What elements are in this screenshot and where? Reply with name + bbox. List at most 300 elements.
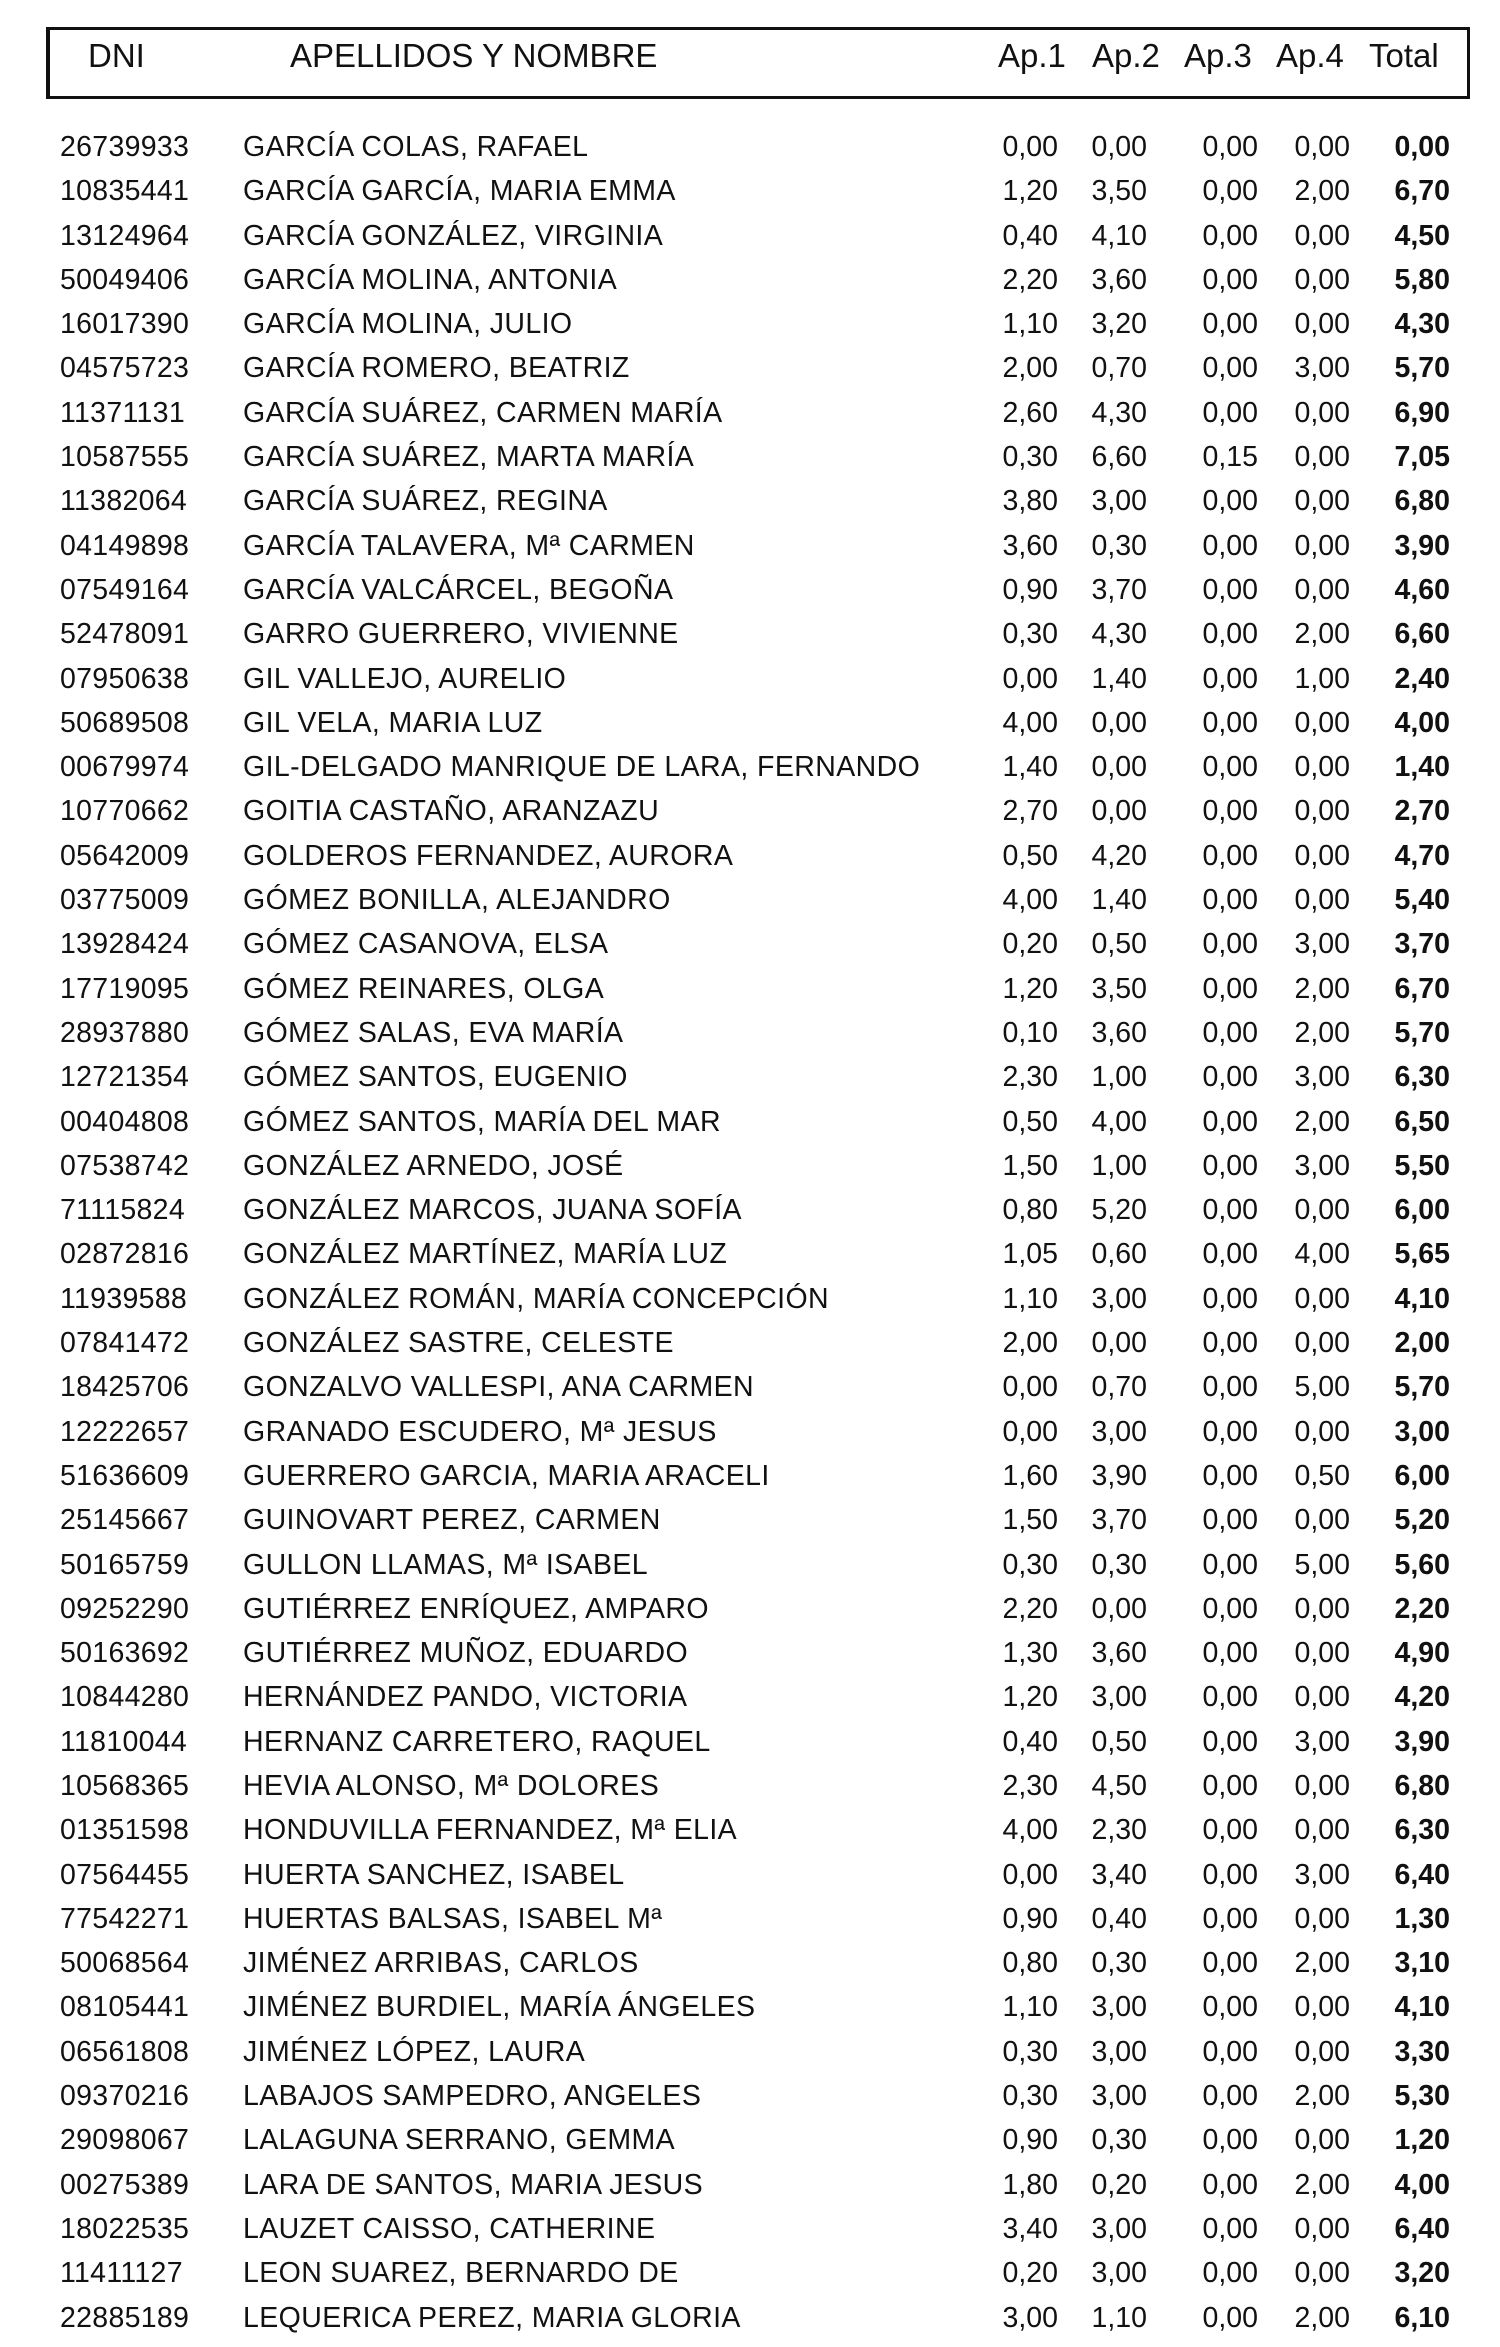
ap3-score: 0,00 (1202, 972, 1258, 1005)
ap1-score: 0,80 (1002, 1947, 1058, 1980)
table-row (0, 524, 1500, 568)
ap2-score: 4,00 (1091, 1105, 1147, 1138)
dni-cell: 09252290 (60, 1592, 190, 1625)
dni-cell: 51636609 (60, 1459, 190, 1492)
ap4-score: 0,00 (1294, 263, 1350, 296)
table-row (0, 2296, 1500, 2340)
table-row (0, 214, 1500, 258)
table-row (0, 1985, 1500, 2029)
dni-cell: 10835441 (60, 175, 190, 208)
name-cell: GIL VALLEJO, AURELIO (243, 662, 567, 695)
total-score: 4,50 (1394, 219, 1450, 252)
ap1-score: 3,60 (1002, 529, 1058, 562)
ap3-score: 0,00 (1202, 1548, 1258, 1581)
ap4-score: 3,00 (1294, 1858, 1350, 1891)
total-score: 6,60 (1394, 618, 1450, 651)
dni-cell: 11939588 (60, 1282, 188, 1315)
name-cell: GUINOVART PEREZ, CARMEN (243, 1504, 661, 1537)
ap1-score: 0,00 (1002, 1371, 1058, 1404)
ap3-score: 0,15 (1202, 441, 1258, 474)
ap4-score: 0,00 (1294, 1282, 1350, 1315)
dni-cell: 07841472 (60, 1327, 190, 1360)
ap4-score: 0,00 (1294, 1769, 1350, 1802)
ap4-score: 0,00 (1294, 2035, 1350, 2068)
ap3-score: 0,00 (1202, 1459, 1258, 1492)
table-row (0, 258, 1500, 302)
ap3-score: 0,00 (1202, 1858, 1258, 1891)
ap4-score: 3,00 (1294, 1061, 1350, 1094)
ap2-score: 3,00 (1091, 2080, 1147, 2113)
ap4-score: 0,00 (1294, 219, 1350, 252)
column-header-ap4: Ap.4 (1276, 37, 1344, 74)
ap3-score: 0,00 (1202, 396, 1258, 429)
ap1-score: 0,20 (1002, 2257, 1058, 2290)
total-score: 1,20 (1394, 2124, 1450, 2157)
dni-cell: 26739933 (60, 131, 190, 163)
name-cell: GÓMEZ SANTOS, EUGENIO (243, 1061, 628, 1094)
ap2-score: 2,30 (1091, 1814, 1147, 1847)
name-cell: GARCÍA COLAS, RAFAEL (243, 131, 589, 163)
ap3-score: 0,00 (1202, 1592, 1258, 1625)
total-score: 5,70 (1394, 1371, 1450, 1404)
ap2-score: 3,20 (1091, 308, 1147, 341)
ap4-score: 0,00 (1294, 2257, 1350, 2290)
ap1-score: 3,40 (1002, 2212, 1058, 2245)
table-row (0, 346, 1500, 390)
ap4-score: 0,00 (1294, 573, 1350, 606)
ap2-score: 0,50 (1091, 928, 1147, 961)
table-row (0, 2251, 1500, 2295)
ap2-score: 6,60 (1091, 441, 1147, 474)
name-cell: GARCÍA TALAVERA, Mª CARMEN (243, 529, 695, 562)
ap2-score: 0,00 (1091, 795, 1147, 828)
name-cell: GARCÍA VALCÁRCEL, BEGOÑA (243, 573, 674, 606)
ap1-score: 1,50 (1002, 1149, 1058, 1182)
column-header-ap2: Ap.2 (1092, 37, 1160, 74)
ap1-score: 3,80 (1002, 485, 1058, 518)
ap1-score: 0,30 (1002, 441, 1058, 474)
ap2-score: 0,00 (1091, 751, 1147, 784)
total-score: 3,20 (1394, 2257, 1450, 2290)
table-row (0, 1897, 1500, 1941)
name-cell: LEON SUAREZ, BERNARDO DE (243, 2257, 679, 2290)
dni-cell: 11371131 (60, 396, 185, 429)
dni-cell: 12222657 (60, 1415, 190, 1448)
name-cell: GOLDEROS FERNANDEZ, AURORA (243, 839, 734, 872)
dni-cell: 00275389 (60, 2168, 190, 2201)
ap3-score: 0,00 (1202, 2080, 1258, 2113)
dni-cell: 06561808 (60, 2035, 190, 2068)
ap3-score: 0,00 (1202, 263, 1258, 296)
ap4-score: 2,00 (1294, 972, 1350, 1005)
ap4-score: 2,00 (1294, 2301, 1350, 2334)
ap1-score: 0,30 (1002, 618, 1058, 651)
name-cell: GARCÍA GARCÍA, MARIA EMMA (243, 175, 676, 208)
ap2-score: 4,10 (1091, 219, 1147, 252)
table-row (0, 1720, 1500, 1764)
dni-cell: 13928424 (60, 928, 190, 961)
name-cell: GULLON LLAMAS, Mª ISABEL (243, 1548, 649, 1581)
ap4-score: 4,00 (1294, 1238, 1350, 1271)
name-cell: LAUZET CAISSO, CATHERINE (243, 2212, 656, 2245)
name-cell: HUERTA SANCHEZ, ISABEL (243, 1858, 625, 1891)
table-row (0, 1498, 1500, 1542)
total-score: 4,90 (1394, 1637, 1450, 1670)
ap2-score: 4,20 (1091, 839, 1147, 872)
ap2-score: 1,00 (1091, 1061, 1147, 1094)
total-score: 5,80 (1394, 263, 1450, 296)
dni-cell: 16017390 (60, 308, 190, 341)
total-score: 4,30 (1394, 308, 1450, 341)
table-row (0, 878, 1500, 922)
ap4-score: 5,00 (1294, 1371, 1350, 1404)
ap3-score: 0,00 (1202, 1769, 1258, 1802)
ap1-score: 0,40 (1002, 1725, 1058, 1758)
ap2-score: 1,10 (1091, 2301, 1147, 2334)
name-cell: GARCÍA GONZÁLEZ, VIRGINIA (243, 219, 664, 252)
dni-cell: 11810044 (60, 1725, 188, 1758)
dni-cell: 71115824 (60, 1194, 185, 1227)
ap3-score: 0,00 (1202, 928, 1258, 961)
table-row (0, 789, 1500, 833)
total-score: 4,00 (1394, 706, 1450, 739)
total-score: 3,90 (1394, 1725, 1450, 1758)
name-cell: GARCÍA MOLINA, JULIO (243, 308, 573, 341)
ap4-score: 0,00 (1294, 795, 1350, 828)
total-score: 5,30 (1394, 2080, 1450, 2113)
name-cell: HERNANZ CARRETERO, RAQUEL (243, 1725, 711, 1758)
dni-cell: 07549164 (60, 573, 190, 606)
table-row (0, 1100, 1500, 1144)
ap4-score: 3,00 (1294, 352, 1350, 385)
ap2-score: 3,00 (1091, 1282, 1147, 1315)
ap1-score: 1,20 (1002, 972, 1058, 1005)
total-score: 5,70 (1394, 352, 1450, 385)
ap2-score: 3,00 (1091, 2212, 1147, 2245)
dni-cell: 09370216 (60, 2080, 190, 2113)
table-row (0, 1055, 1500, 1099)
column-header-ap3: Ap.3 (1184, 37, 1252, 74)
ap1-score: 1,40 (1002, 751, 1058, 784)
total-score: 3,70 (1394, 928, 1450, 961)
name-cell: GRANADO ESCUDERO, Mª JESUS (243, 1415, 717, 1448)
dni-cell: 50689508 (60, 706, 190, 739)
name-cell: GONZÁLEZ ROMÁN, MARÍA CONCEPCIÓN (243, 1282, 830, 1315)
table-header-box (46, 27, 1470, 99)
total-score: 2,00 (1394, 1327, 1450, 1360)
total-score: 4,00 (1394, 2168, 1450, 2201)
name-cell: GOITIA CASTAÑO, ARANZAZU (243, 795, 660, 828)
ap3-score: 0,00 (1202, 573, 1258, 606)
ap1-score: 1,30 (1002, 1637, 1058, 1670)
ap3-score: 0,00 (1202, 219, 1258, 252)
ap4-score: 0,00 (1294, 1637, 1350, 1670)
ap4-score: 0,00 (1294, 751, 1350, 784)
name-cell: GÓMEZ REINARES, OLGA (243, 972, 605, 1005)
ap2-score: 0,50 (1091, 1725, 1147, 1758)
dni-cell: 11411127 (60, 2257, 183, 2290)
name-cell: GÓMEZ BONILLA, ALEJANDRO (243, 884, 671, 917)
ap4-score: 0,00 (1294, 529, 1350, 562)
ap2-score: 0,30 (1091, 1548, 1147, 1581)
ap2-score: 0,30 (1091, 1947, 1147, 1980)
name-cell: GÓMEZ SALAS, EVA MARÍA (243, 1016, 624, 1049)
total-score: 5,65 (1394, 1238, 1450, 1271)
ap4-score: 0,00 (1294, 839, 1350, 872)
dni-cell: 10587555 (60, 441, 190, 474)
ap3-score: 0,00 (1202, 1282, 1258, 1315)
name-cell: GARCÍA SUÁREZ, CARMEN MARÍA (243, 396, 723, 429)
ap1-score: 0,20 (1002, 928, 1058, 961)
dni-cell: 77542271 (60, 1902, 190, 1935)
ap2-score: 1,40 (1091, 662, 1147, 695)
ap3-score: 0,00 (1202, 485, 1258, 518)
total-score: 1,30 (1394, 1902, 1450, 1935)
ap3-score: 0,00 (1202, 1149, 1258, 1182)
dni-cell: 10770662 (60, 795, 190, 828)
table-row (0, 479, 1500, 523)
ap4-score: 0,00 (1294, 1991, 1350, 2024)
ap1-score: 0,50 (1002, 1105, 1058, 1138)
table-row (0, 435, 1500, 479)
dni-cell: 10568365 (60, 1769, 190, 1802)
total-score: 6,40 (1394, 1858, 1450, 1891)
ap4-score: 3,00 (1294, 1149, 1350, 1182)
ap2-score: 0,30 (1091, 2124, 1147, 2157)
ap2-score: 3,00 (1091, 485, 1147, 518)
ap1-score: 1,10 (1002, 308, 1058, 341)
dni-cell: 50165759 (60, 1548, 190, 1581)
ap2-score: 3,50 (1091, 972, 1147, 1005)
ap3-score: 0,00 (1202, 1105, 1258, 1138)
ap3-score: 0,00 (1202, 1415, 1258, 1448)
ap4-score: 5,00 (1294, 1548, 1350, 1581)
table-row (0, 834, 1500, 878)
ap2-score: 0,70 (1091, 1371, 1147, 1404)
ap2-score: 3,00 (1091, 1681, 1147, 1714)
total-score: 6,30 (1394, 1814, 1450, 1847)
ap4-score: 2,00 (1294, 1947, 1350, 1980)
total-score: 2,40 (1394, 662, 1450, 695)
name-cell: GÓMEZ SANTOS, MARÍA DEL MAR (243, 1105, 721, 1138)
table-row (0, 1675, 1500, 1719)
ap4-score: 0,00 (1294, 441, 1350, 474)
results-table-body (0, 125, 1500, 2340)
table-row (0, 701, 1500, 745)
ap4-score: 0,50 (1294, 1459, 1350, 1492)
ap3-score: 0,00 (1202, 1725, 1258, 1758)
ap1-score: 0,90 (1002, 1902, 1058, 1935)
ap3-score: 0,00 (1202, 884, 1258, 917)
total-score: 6,50 (1394, 1105, 1450, 1138)
ap2-score: 4,30 (1091, 396, 1147, 429)
total-score: 6,40 (1394, 2212, 1450, 2245)
ap1-score: 0,30 (1002, 1548, 1058, 1581)
ap3-score: 0,00 (1202, 2168, 1258, 2201)
ap3-score: 0,00 (1202, 706, 1258, 739)
ap3-score: 0,00 (1202, 2257, 1258, 2290)
ap1-score: 0,90 (1002, 2124, 1058, 2157)
ap3-score: 0,00 (1202, 352, 1258, 385)
total-score: 2,70 (1394, 795, 1450, 828)
dni-cell: 50163692 (60, 1637, 190, 1670)
ap3-score: 0,00 (1202, 1504, 1258, 1537)
ap2-score: 0,00 (1091, 706, 1147, 739)
ap2-score: 3,00 (1091, 2257, 1147, 2290)
ap1-score: 1,50 (1002, 1504, 1058, 1537)
name-cell: HERNÁNDEZ PANDO, VICTORIA (243, 1681, 688, 1714)
ap3-score: 0,00 (1202, 2301, 1258, 2334)
name-cell: GIL VELA, MARIA LUZ (243, 706, 543, 739)
ap2-score: 3,70 (1091, 1504, 1147, 1537)
ap3-score: 0,00 (1202, 529, 1258, 562)
dni-cell: 11382064 (60, 485, 188, 518)
total-score: 5,60 (1394, 1548, 1450, 1581)
ap4-score: 2,00 (1294, 1016, 1350, 1049)
ap4-score: 0,00 (1294, 396, 1350, 429)
ap4-score: 0,00 (1294, 2124, 1350, 2157)
ap1-score: 4,00 (1002, 884, 1058, 917)
ap4-score: 3,00 (1294, 928, 1350, 961)
ap3-score: 0,00 (1202, 1016, 1258, 1049)
ap1-score: 0,10 (1002, 1016, 1058, 1049)
dni-cell: 00679974 (60, 751, 190, 784)
table-row (0, 612, 1500, 656)
ap2-score: 0,70 (1091, 352, 1147, 385)
total-score: 6,10 (1394, 2301, 1450, 2334)
total-score: 2,20 (1394, 1592, 1450, 1625)
total-score: 4,20 (1394, 1681, 1450, 1714)
total-score: 4,60 (1394, 573, 1450, 606)
ap3-score: 0,00 (1202, 662, 1258, 695)
total-score: 3,90 (1394, 529, 1450, 562)
ap3-score: 0,00 (1202, 175, 1258, 208)
table-row (0, 1410, 1500, 1454)
dni-cell: 07538742 (60, 1149, 190, 1182)
table-row (0, 2118, 1500, 2162)
ap3-score: 0,00 (1202, 1947, 1258, 1980)
ap1-score: 2,00 (1002, 1327, 1058, 1360)
ap1-score: 1,10 (1002, 1282, 1058, 1315)
name-cell: GUTIÉRREZ MUÑOZ, EDUARDO (243, 1637, 689, 1670)
ap4-score: 3,00 (1294, 1725, 1350, 1758)
dni-cell: 07950638 (60, 662, 190, 695)
ap3-score: 0,00 (1202, 1061, 1258, 1094)
column-header-total: Total (1369, 37, 1439, 74)
ap3-score: 0,00 (1202, 1371, 1258, 1404)
ap2-score: 0,00 (1091, 131, 1147, 163)
ap1-score: 0,50 (1002, 839, 1058, 872)
ap2-score: 0,20 (1091, 2168, 1147, 2201)
name-cell: LALAGUNA SERRANO, GEMMA (243, 2124, 676, 2157)
ap4-score: 2,00 (1294, 618, 1350, 651)
ap1-score: 0,00 (1002, 1858, 1058, 1891)
ap3-score: 0,00 (1202, 1238, 1258, 1271)
ap4-score: 0,00 (1294, 485, 1350, 518)
table-row (0, 967, 1500, 1011)
ap2-score: 1,00 (1091, 1149, 1147, 1182)
dni-cell: 10844280 (60, 1681, 190, 1714)
name-cell: GARCÍA ROMERO, BEATRIZ (243, 352, 630, 385)
table-row (0, 2074, 1500, 2118)
dni-cell: 28937880 (60, 1016, 190, 1049)
table-row (0, 391, 1500, 435)
ap1-score: 2,30 (1002, 1061, 1058, 1094)
ap1-score: 1,10 (1002, 1991, 1058, 2024)
dni-cell: 18022535 (60, 2212, 190, 2245)
total-score: 1,40 (1394, 751, 1450, 784)
ap4-score: 2,00 (1294, 175, 1350, 208)
name-cell: GONZÁLEZ ARNEDO, JOSÉ (243, 1149, 624, 1182)
ap1-score: 0,00 (1002, 1415, 1058, 1448)
ap2-score: 3,90 (1091, 1459, 1147, 1492)
ap1-score: 4,00 (1002, 706, 1058, 739)
ap2-score: 4,50 (1091, 1769, 1147, 1802)
dni-cell: 13124964 (60, 219, 190, 252)
table-row (0, 1454, 1500, 1498)
table-row (0, 1277, 1500, 1321)
ap4-score: 0,00 (1294, 2212, 1350, 2245)
table-row (0, 2163, 1500, 2207)
dni-cell: 25145667 (60, 1504, 190, 1537)
ap3-score: 0,00 (1202, 751, 1258, 784)
ap1-score: 0,30 (1002, 2080, 1058, 2113)
name-cell: HONDUVILLA FERNANDEZ, Mª ELIA (243, 1814, 738, 1847)
ap4-score: 0,00 (1294, 1902, 1350, 1935)
ap2-score: 3,00 (1091, 1991, 1147, 2024)
ap1-score: 0,80 (1002, 1194, 1058, 1227)
dni-cell: 03775009 (60, 884, 190, 917)
ap2-score: 3,50 (1091, 175, 1147, 208)
table-row (0, 1232, 1500, 1276)
ap2-score: 0,40 (1091, 1902, 1147, 1935)
name-cell: GIL-DELGADO MANRIQUE DE LARA, FERNANDO (243, 751, 921, 784)
name-cell: JIMÉNEZ BURDIEL, MARÍA ÁNGELES (243, 1991, 756, 2024)
total-score: 6,90 (1394, 396, 1450, 429)
dni-cell: 18425706 (60, 1371, 190, 1404)
ap4-score: 2,00 (1294, 2080, 1350, 2113)
table-row (0, 922, 1500, 966)
ap1-score: 0,90 (1002, 573, 1058, 606)
table-row (0, 125, 1500, 169)
name-cell: LABAJOS SAMPEDRO, ANGELES (243, 2080, 702, 2113)
name-cell: GONZALVO VALLESPI, ANA CARMEN (243, 1371, 755, 1404)
dni-cell: 02872816 (60, 1238, 190, 1271)
ap4-score: 0,00 (1294, 1327, 1350, 1360)
ap3-score: 0,00 (1202, 1991, 1258, 2024)
dni-cell: 04575723 (60, 352, 190, 385)
ap4-score: 0,00 (1294, 1504, 1350, 1537)
dni-cell: 17719095 (60, 972, 190, 1005)
dni-cell: 50049406 (60, 263, 190, 296)
ap4-score: 0,00 (1294, 1681, 1350, 1714)
ap1-score: 1,05 (1002, 1238, 1058, 1271)
ap3-score: 0,00 (1202, 308, 1258, 341)
ap3-score: 0,00 (1202, 1902, 1258, 1935)
dni-cell: 01351598 (60, 1814, 190, 1847)
ap4-score: 0,00 (1294, 1194, 1350, 1227)
table-row (0, 1365, 1500, 1409)
ap1-score: 2,20 (1002, 1592, 1058, 1625)
ap1-score: 1,80 (1002, 2168, 1058, 2201)
ap4-score: 0,00 (1294, 1814, 1350, 1847)
column-header-ap1: Ap.1 (998, 37, 1066, 74)
ap3-score: 0,00 (1202, 2035, 1258, 2068)
ap3-score: 0,00 (1202, 131, 1258, 163)
table-row (0, 568, 1500, 612)
name-cell: HUERTAS BALSAS, ISABEL Mª (243, 1902, 663, 1935)
total-score: 6,00 (1394, 1194, 1450, 1227)
